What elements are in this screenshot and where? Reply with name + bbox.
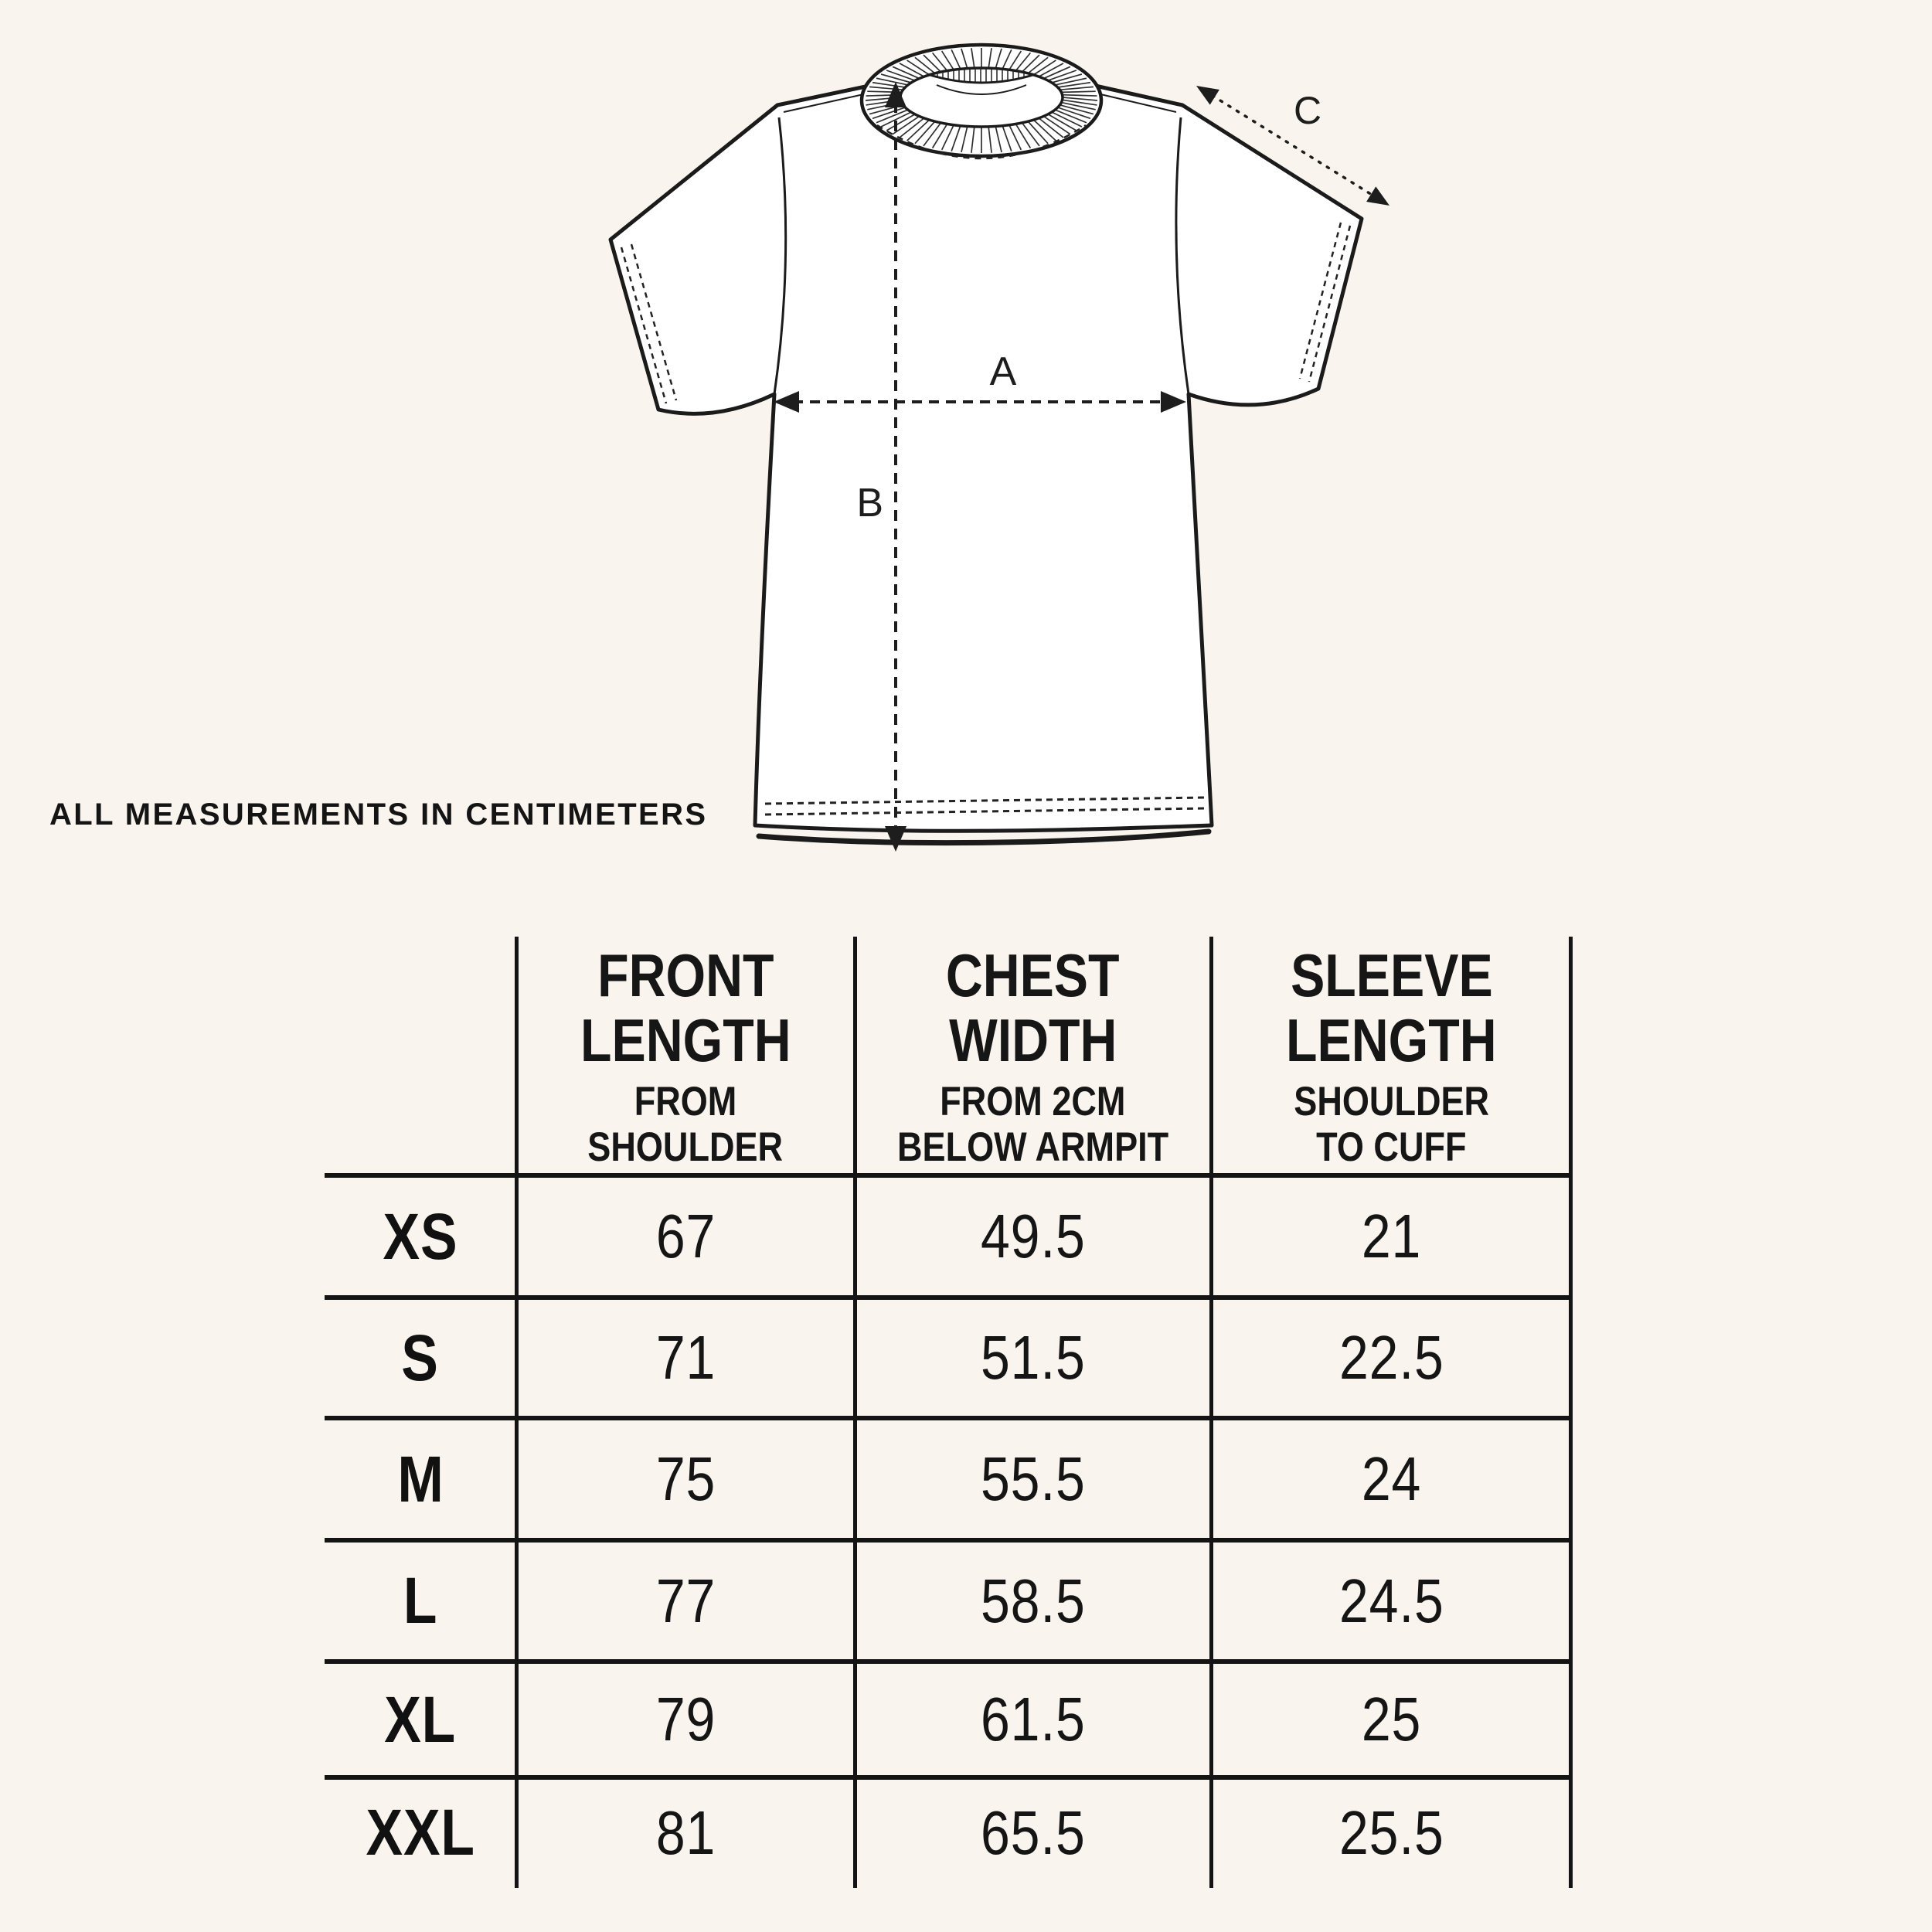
value-cell: 25.5: [1338, 1798, 1444, 1867]
table-horizontal-rule: [325, 1416, 1572, 1420]
value-cell: 71: [655, 1323, 716, 1392]
value-cell: 24.5: [1338, 1566, 1444, 1635]
header-title: FRONT LENGTH: [580, 940, 791, 1074]
header-cell-3: [1211, 937, 1572, 1175]
header-title: CHEST WIDTH: [946, 940, 1120, 1074]
value-cell: 65.5: [980, 1798, 1086, 1867]
size-cell-XXL: XXL: [366, 1796, 475, 1869]
value-cell: 75: [655, 1444, 716, 1513]
value-cell: 22.5: [1338, 1323, 1444, 1392]
table-vertical-rule: [853, 937, 857, 1888]
value-cell: 81: [655, 1798, 716, 1867]
size-cell-S: S: [401, 1321, 440, 1394]
value-cell: 58.5: [980, 1566, 1086, 1635]
table-horizontal-rule: [325, 1659, 1572, 1664]
label-a: A: [989, 349, 1017, 394]
value-cell: 55.5: [980, 1444, 1086, 1513]
header-cell-1: [516, 937, 855, 1175]
table-horizontal-rule: [325, 1538, 1572, 1543]
size-cell-M: M: [396, 1442, 444, 1515]
value-cell: 51.5: [980, 1323, 1086, 1392]
collar-opening: [900, 68, 1063, 127]
table-horizontal-rule: [325, 1775, 1572, 1780]
table-vertical-rule: [1569, 937, 1573, 1888]
label-c: C: [1293, 89, 1322, 132]
value-cell: 21: [1361, 1202, 1422, 1270]
size-cell-XL: XL: [384, 1682, 457, 1756]
arrowhead-lower-right: [1366, 186, 1389, 206]
measurements-note: ALL MEASUREMENTS IN CENTIMETERS: [49, 798, 708, 832]
value-cell: 77: [655, 1566, 716, 1635]
header-subtitle: FROM SHOULDER: [587, 1078, 784, 1170]
table-horizontal-rule: [325, 1173, 1572, 1178]
tshirt-outline: [611, 62, 1362, 831]
arrowhead-down: [885, 826, 906, 852]
table-horizontal-rule: [325, 1295, 1572, 1300]
table-vertical-rule: [1209, 937, 1213, 1888]
arrowhead-upper-left: [1196, 86, 1219, 105]
value-cell: 25: [1361, 1685, 1422, 1753]
header-title: SLEEVE LENGTH: [1286, 940, 1497, 1074]
header-subtitle: FROM 2CM BELOW ARMPIT: [896, 1078, 1169, 1170]
hem-edge: [759, 832, 1209, 843]
value-cell: 79: [655, 1685, 716, 1753]
label-b: B: [856, 481, 883, 526]
size-cell-XS: XS: [383, 1199, 458, 1273]
table-vertical-rule: [515, 937, 519, 1888]
header-cell-2: [855, 937, 1211, 1175]
size-cell-L: L: [403, 1564, 438, 1637]
header-subtitle: SHOULDER TO CUFF: [1294, 1078, 1489, 1170]
value-cell: 61.5: [980, 1685, 1086, 1753]
value-cell: 24: [1361, 1444, 1422, 1513]
value-cell: 67: [655, 1202, 716, 1270]
value-cell: 49.5: [980, 1202, 1086, 1270]
